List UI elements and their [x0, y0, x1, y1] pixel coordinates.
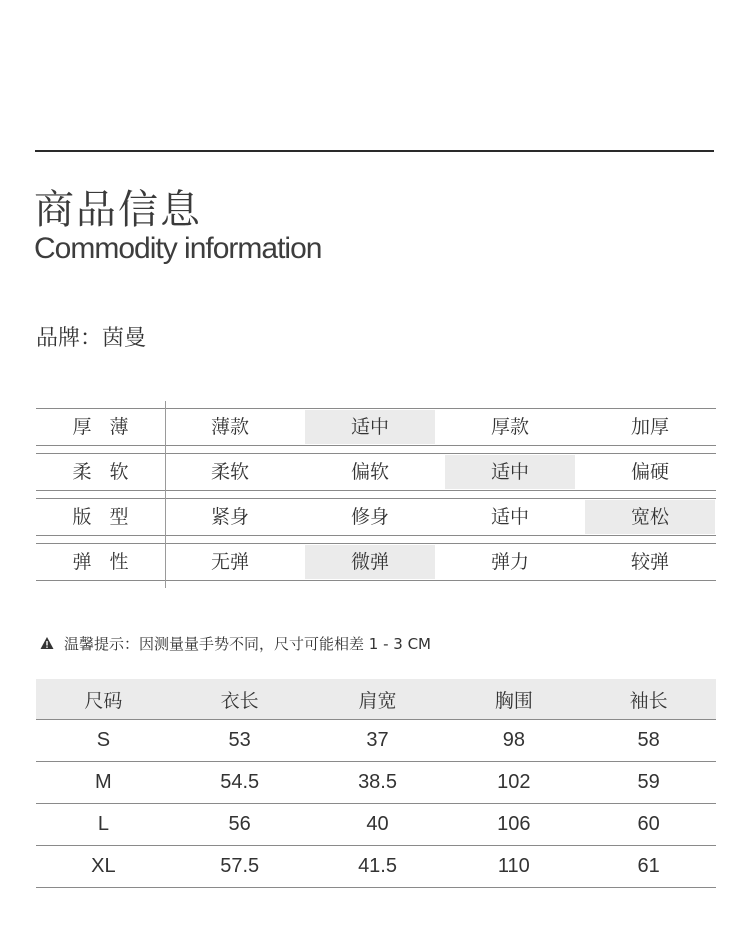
- table-cell: 61: [581, 846, 716, 888]
- attribute-label: 柔软: [72, 461, 147, 483]
- attribute-row: [36, 453, 716, 491]
- attribute-option: 薄款: [210, 416, 249, 438]
- attribute-row: [36, 543, 716, 581]
- attribute-option: 宽松: [585, 500, 715, 534]
- attribute-row: [36, 408, 716, 446]
- table-cell: 110: [446, 846, 581, 888]
- table-cell: 56: [171, 804, 309, 846]
- table-cell: 38.5: [309, 762, 447, 804]
- attribute-option: 适中: [445, 455, 575, 489]
- table-cell: S: [36, 720, 171, 762]
- table-row: [36, 762, 716, 804]
- table-cell: 53: [171, 720, 309, 762]
- attribute-option: 柔软: [210, 461, 249, 483]
- attribute-table: [36, 408, 716, 588]
- table-row: [36, 846, 716, 888]
- attribute-option: 偏软: [350, 461, 389, 483]
- attribute-option: 无弹: [210, 551, 249, 573]
- table-row: [36, 720, 716, 762]
- section-title-en: Commodity information: [34, 232, 322, 265]
- column-header: 衣长: [171, 679, 309, 720]
- attribute-label: 版型: [72, 506, 147, 528]
- section-title-cn: 商品信息: [34, 187, 202, 233]
- table-cell: 54.5: [171, 762, 309, 804]
- attribute-option: 微弹: [305, 545, 435, 579]
- attribute-label: 厚薄: [72, 416, 147, 438]
- attribute-option: 较弹: [630, 551, 669, 573]
- attribute-option: 适中: [305, 410, 435, 444]
- table-cell: 58: [581, 720, 716, 762]
- attribute-option: 适中: [490, 506, 529, 528]
- column-header: 肩宽: [309, 679, 447, 720]
- table-row: [36, 804, 716, 846]
- table-cell: 106: [446, 804, 581, 846]
- table-cell: 41.5: [309, 846, 447, 888]
- table-cell: 102: [446, 762, 581, 804]
- attribute-option: 修身: [350, 506, 389, 528]
- column-header: 胸围: [446, 679, 581, 720]
- attribute-option: 弹力: [490, 551, 529, 573]
- table-cell: XL: [36, 846, 171, 888]
- size-table: [36, 679, 716, 888]
- column-header: 袖长: [581, 679, 716, 720]
- table-cell: M: [36, 762, 171, 804]
- table-cell: 59: [581, 762, 716, 804]
- table-cell: 60: [581, 804, 716, 846]
- table-cell: 37: [309, 720, 447, 762]
- table-cell: 40: [309, 804, 447, 846]
- table-cell: 57.5: [171, 846, 309, 888]
- size-table-header-row: [36, 679, 716, 720]
- attribute-row: [36, 498, 716, 536]
- attribute-option: 加厚: [630, 416, 669, 438]
- top-divider: [35, 150, 714, 152]
- column-header: 尺码: [36, 679, 171, 720]
- table-cell: L: [36, 804, 171, 846]
- attribute-label: 弹性: [72, 551, 147, 573]
- table-cell: 98: [446, 720, 581, 762]
- attribute-option: 紧身: [210, 506, 249, 528]
- tip-text: 温馨提示：因测量量手势不同，尺寸可能相差 1 - 3 CM: [64, 635, 431, 653]
- warning-icon: [40, 636, 54, 650]
- attribute-option: 厚款: [490, 416, 529, 438]
- brand-label: 品牌：茵曼: [36, 326, 147, 351]
- size-tip: [40, 633, 431, 654]
- attribute-option: 偏硬: [630, 461, 669, 483]
